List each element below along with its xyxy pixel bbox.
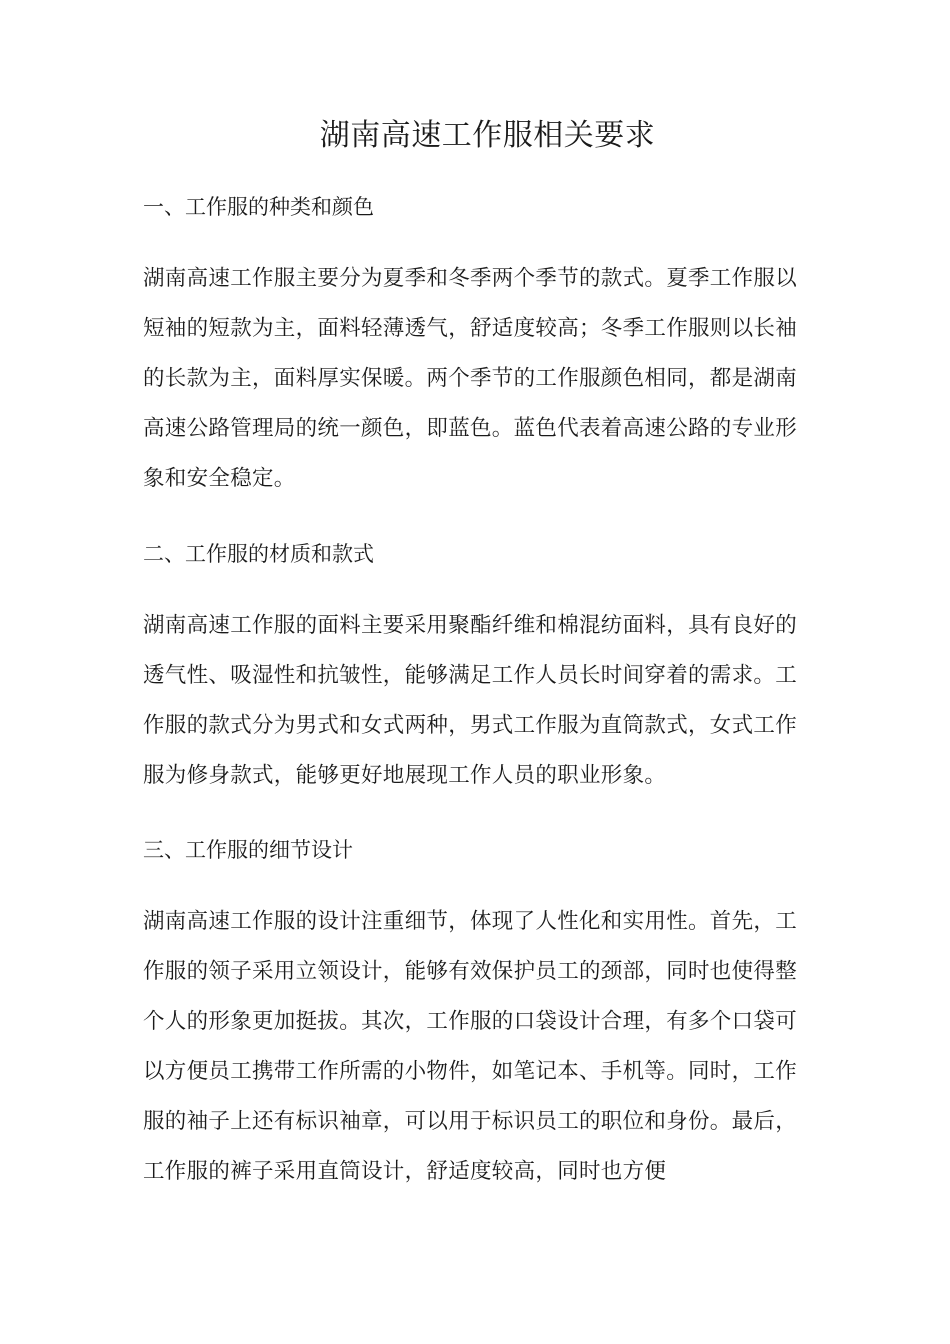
paragraph-line: 象和安全稳定。 [143, 466, 296, 491]
section-paragraph-2 [143, 601, 833, 801]
section-heading-1: 一、工作服的种类和颜色 [143, 195, 374, 219]
paragraph-line: 湖南高速工作服的设计注重细节，体现了人性化和实用性。首先，工 [143, 909, 798, 934]
paragraph-line: 工作服的裤子采用直筒设计，舒适度较高，同时也方便 [143, 1159, 667, 1184]
paragraph-line: 高速公路管理局的统一颜色，即蓝色。蓝色代表着高速公路的专业形 [143, 416, 798, 441]
section-heading-2: 二、工作服的材质和款式 [143, 542, 374, 566]
paragraph-line: 短袖的短款为主，面料轻薄透气，舒适度较高；冬季工作服则以长袖 [143, 316, 798, 341]
paragraph-line: 湖南高速工作服主要分为夏季和冬季两个季节的款式。夏季工作服以 [143, 266, 798, 291]
paragraph-line: 服为修身款式，能够更好地展现工作人员的职业形象。 [143, 763, 667, 788]
paragraph-line: 湖南高速工作服的面料主要采用聚酯纤维和棉混纺面料，具有良好的 [143, 613, 798, 638]
paragraph-line: 透气性、吸湿性和抗皱性，能够满足工作人员长时间穿着的需求。工 [143, 663, 798, 688]
paragraph-line: 服的袖子上还有标识袖章，可以用于标识员工的职位和身份。最后， [143, 1109, 798, 1134]
section-heading-3: 三、工作服的细节设计 [143, 838, 353, 862]
section-paragraph-3 [143, 897, 833, 1197]
section-paragraph-1 [143, 254, 833, 504]
document-title: 湖南高速工作服相关要求 [319, 118, 656, 153]
paragraph-line: 的长款为主，面料厚实保暖。两个季节的工作服颜色相同，都是湖南 [143, 366, 798, 391]
paragraph-line: 个人的形象更加挺拔。其次，工作服的口袋设计合理，有多个口袋可 [143, 1009, 798, 1034]
paragraph-line: 以方便员工携带工作所需的小物件，如笔记本、手机等。同时，工作 [143, 1059, 798, 1084]
paragraph-line: 作服的款式分为男式和女式两种，男式工作服为直筒款式，女式工作 [143, 713, 798, 738]
paragraph-line: 作服的领子采用立领设计，能够有效保护员工的颈部，同时也使得整 [143, 959, 798, 984]
